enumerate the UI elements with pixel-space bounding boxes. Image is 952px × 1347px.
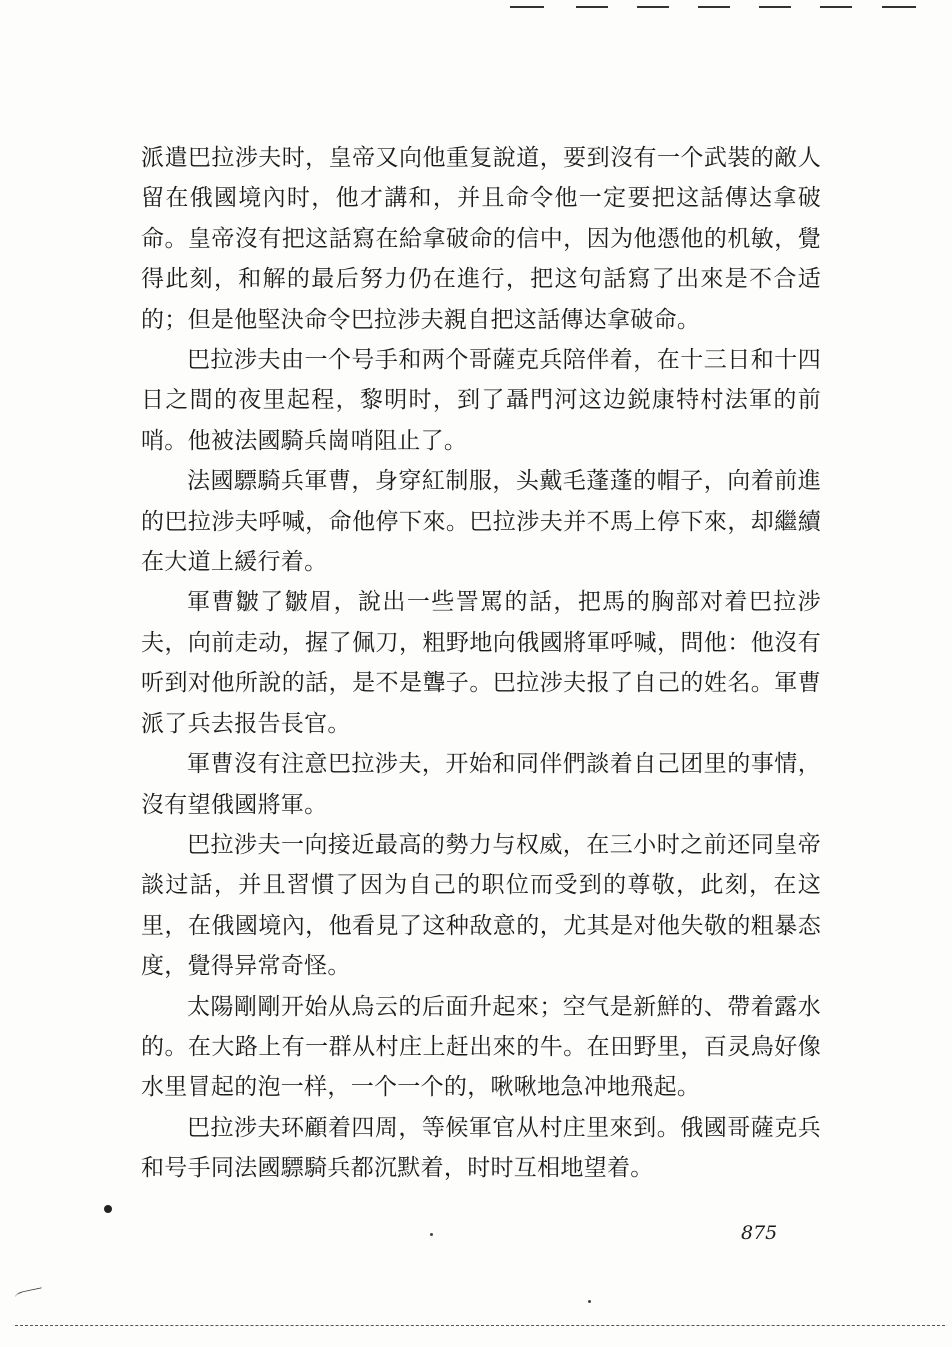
ink-blot (104, 1205, 112, 1213)
top-edge-marks (500, 0, 952, 14)
speck (430, 1233, 433, 1236)
paragraph-1: 派遣巴拉涉夫时，皇帝又向他重复說道，要到沒有一个武裝的敵人留在俄國境內时，他才講和，并且命令他一定要把这話傳达拿破命。皇帝沒有把这話寫在給拿破命的信中，因为他憑他的机敏，覺得此刻，和解的最后努力仍在進行，把这句話寫了出來是不合适的；但是他堅決命令巴拉涉夫親自把这話傳达拿破命。 (141, 145, 821, 333)
paragraph-5: 軍曹沒有注意巴拉涉夫，开始和同伴們談着自己团里的事情，沒有望俄國將軍。 (141, 751, 821, 818)
paragraph-6: 巴拉涉夫一向接近最高的勢力与权威，在三小时之前还同皇帝談过話，并且習慣了因为自己的职位而受到的尊敬，此刻，在这里，在俄國境內，他看見了这种敌意的，尤其是对他失敬的粗暴态度，覺得异常奇怪。 (141, 831, 821, 980)
page-body (141, 138, 821, 1189)
page-number: 875 (741, 1222, 778, 1244)
scan-bottom-edge (15, 1325, 945, 1326)
paragraph-3: 法國驃騎兵軍曹，身穿紅制服，头戴毛蓬蓬的帽子，向着前進的巴拉涉夫呼喊，命他停下來。巴拉涉夫并不馬上停下來，却繼續在大道上緩行着。 (141, 468, 821, 576)
speck (588, 1300, 591, 1303)
scan-mark (14, 1287, 44, 1304)
paragraph-8: 巴拉涉夫环顧着四周，等候軍官从村庄里來到。俄國哥薩克兵和号手同法國驃騎兵都沉默着，时时互相地望着。 (141, 1114, 821, 1182)
paragraph-7: 太陽剛剛开始从烏云的后面升起來；空气是新鮮的、帶着露水的。在大路上有一群从村庄上赶出來的牛。在田野里，百灵鳥好像水里冒起的泡一样，一个一个的，啾啾地急冲地飛起。 (141, 993, 821, 1101)
paragraph-4: 軍曹皺了皺眉，說出一些詈罵的話，把馬的胸部对着巴拉涉夫，向前走动，握了佩刀，粗野地向俄國將軍呼喊，問他：他沒有听到对他所說的話，是不是聾子。巴拉涉夫报了自己的姓名。軍曹派了兵去报告長官。 (141, 589, 821, 737)
paragraph-2: 巴拉涉夫由一个号手和两个哥薩克兵陪伴着，在十三日和十四日之間的夜里起程，黎明时，到了聶門河这边鋭康特村法軍的前哨。他被法國騎兵崗哨阻止了。 (141, 347, 821, 454)
